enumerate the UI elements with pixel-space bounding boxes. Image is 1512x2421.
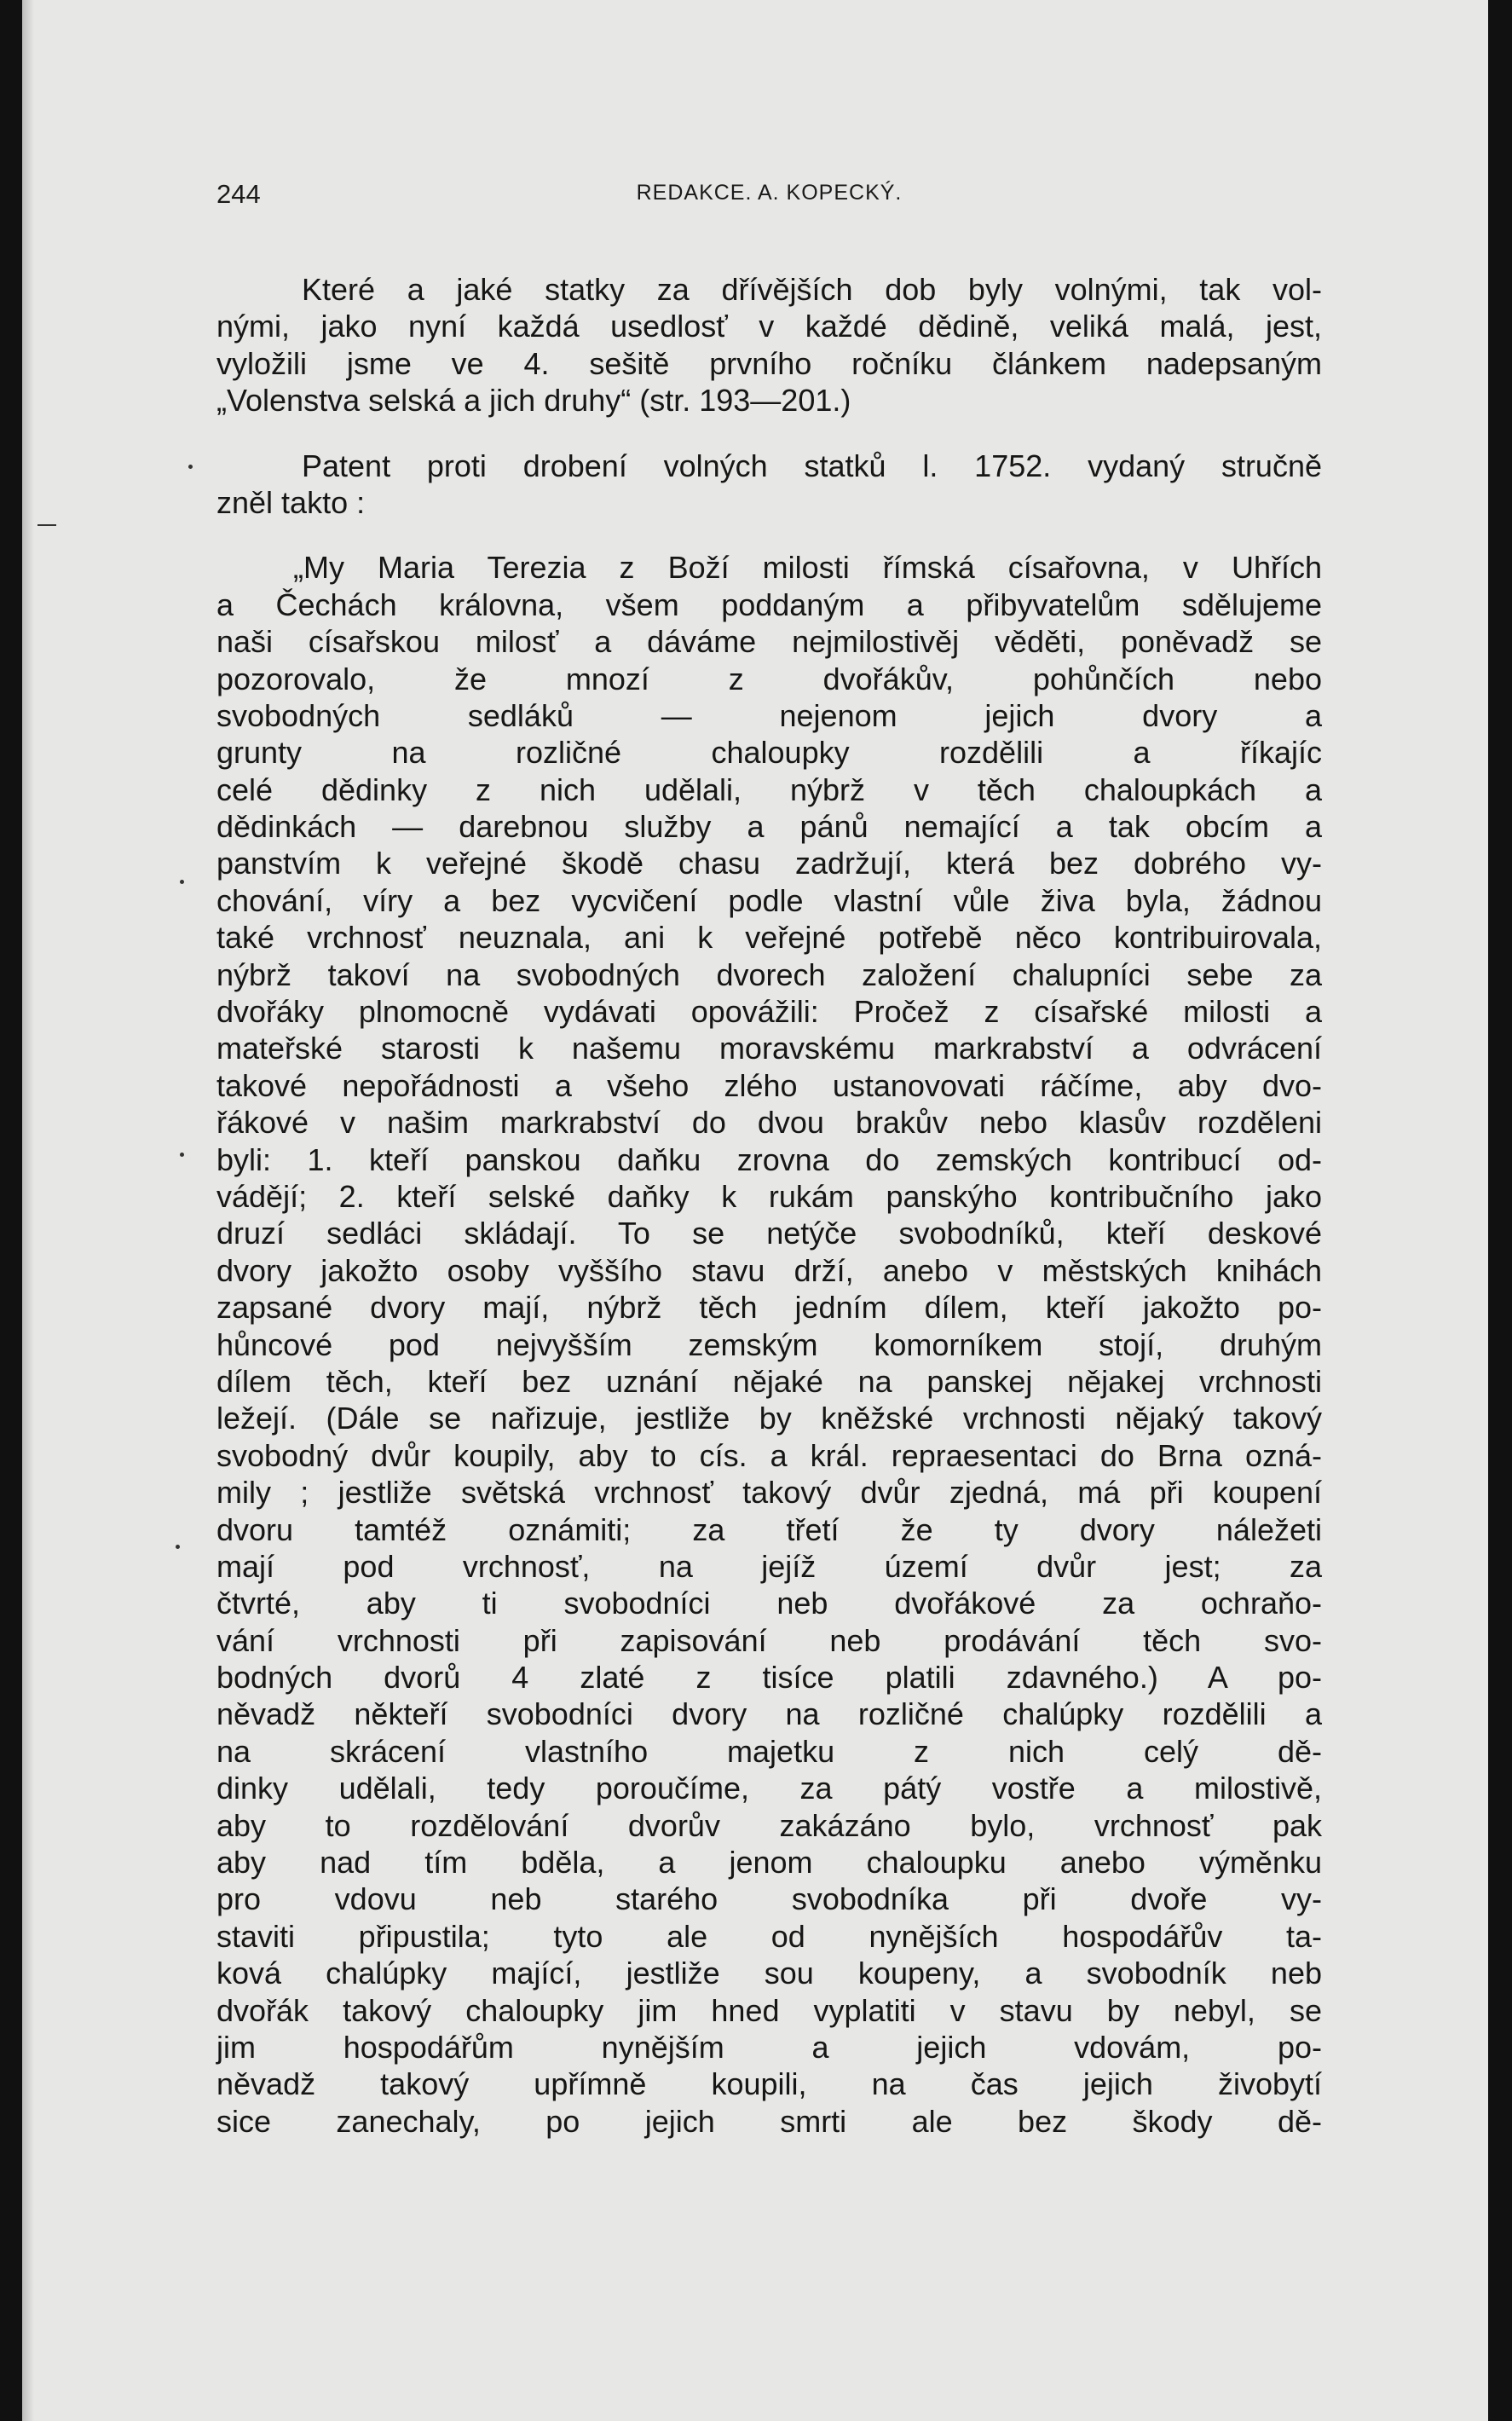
text-line: vádějí; 2. kteří selské daňky k rukám panskýho kontribučního jako	[216, 1178, 1322, 1214]
text-line: aby to rozdělování dvorův zakázáno bylo, vrchnosť pak	[216, 1807, 1322, 1843]
text-line: Které a jaké statky za dřívějších dob byly volnými, tak vol-	[302, 272, 1322, 307]
text-line: také vrchnosť neuznala, ani k veřejné potřebě něco kontribuirovala,	[216, 920, 1322, 956]
text-line: svobodný dvůr koupily, aby to cís. a král. repraesentaci do Brna ozná-	[216, 1437, 1322, 1473]
scan-speck	[38, 524, 56, 526]
scan-speck	[180, 880, 184, 884]
text-line: mají pod vrchnosť, na jejíž území dvůr jest; za	[216, 1548, 1322, 1584]
text-line: jim hospodářům nynějším a jejich vdovám, po-	[216, 2029, 1322, 2065]
text-line: byli: 1. kteří panskou daňku zrovna do zemských kontribucí od-	[216, 1141, 1322, 1177]
text-line: ková chalúpky mající, jestliže sou koupeny, a svobodník neb	[216, 1956, 1322, 1991]
paragraph-gap	[216, 419, 1322, 448]
text-line: mateřské starosti k našemu moravskému markrabství a odvrácení	[216, 1031, 1322, 1066]
page-number: 244	[216, 179, 261, 209]
text-line: staviti připustila; tyto ale od nynějších hospodářův ta-	[216, 1918, 1322, 1954]
text-line: mily ; jestliže světská vrchnosť takový dvůr zjedná, má při koupení	[216, 1475, 1322, 1511]
paragraph-1	[216, 271, 1322, 419]
text-line: Patent proti drobení volných statků l. 1752. vydaný stručně	[302, 448, 1322, 483]
text-line: dvořáky plnomocně vydávati opovážili: Pročež z císařské milosti a	[216, 994, 1322, 1030]
text-line: „My Maria Terezia z Boží milosti římská císařovna, v Uhřích	[293, 550, 1322, 586]
text-line: hůncové pod nejvyšším zemským komorníkem stojí, druhým	[216, 1326, 1322, 1362]
text-line: zapsané dvory mají, nýbrž těch jedním dílem, kteří jakožto po-	[216, 1290, 1322, 1326]
text-line: dinky udělali, tedy poroučíme, za pátý vostře a milostivě,	[216, 1771, 1322, 1806]
page-header	[216, 179, 1322, 217]
paragraph-2	[216, 448, 1322, 522]
text-line: dvoru tamtéž oznámiti; za třetí že ty dvory náležeti	[216, 1511, 1322, 1547]
text-line: nými, jako nyní každá usedlosť v každé dědině, veliká malá, jest,	[216, 309, 1322, 344]
text-line: vyložili jsme ve 4. sešitě prvního ročníku článkem nadepsaným	[216, 345, 1322, 381]
text-line: celé dědinky z nich udělali, nýbrž v těch chaloupkách a	[216, 771, 1322, 807]
text-line: aby nad tím bděla, a jenom chaloupku anebo výměnku	[216, 1845, 1322, 1881]
text-line: zněl takto :	[216, 484, 366, 520]
running-head: REDAKCE. A. KOPECKÝ.	[636, 181, 903, 205]
document-page	[22, 0, 1488, 2421]
text-line: druzí sedláci skládají. To se netýče svobodníků, kteří deskové	[216, 1216, 1322, 1251]
text-line: pro vdovu neb starého svobodníka při dvoře vy-	[216, 1881, 1322, 1917]
text-line: chování, víry a bez vycvičení podle vlastní vůle živa byla, žádnou	[216, 882, 1322, 918]
paragraph-gap	[216, 521, 1322, 549]
text-line: svobodných sedláků — nejenom jejich dvory a	[216, 697, 1322, 733]
text-line: a Čechách královna, všem poddaným a přibyvatelům sdělujeme	[216, 586, 1322, 622]
text-line: dědinkách — darebnou služby a pánů nemající a tak obcím a	[216, 809, 1322, 845]
text-line: dílem těch, kteří bez uznání nějaké na panskej nějakej vrchnosti	[216, 1363, 1322, 1399]
scan-speck	[188, 465, 193, 469]
text-line: dvořák takový chaloupky jim hned vyplatiti v stavu by nebyl, se	[216, 1992, 1322, 2028]
scan-speck	[180, 1153, 184, 1157]
text-line: nýbrž takoví na svobodných dvorech založení chalupníci sebe za	[216, 956, 1322, 992]
text-line: naši císařskou milosť a dáváme nejmilostivěj věděti, poněvadž se	[216, 624, 1322, 660]
text-line: bodných dvorů 4 zlaté z tisíce platili zdavného.) A po-	[216, 1660, 1322, 1696]
text-line: grunty na rozličné chaloupky rozdělili a říkajíc	[216, 735, 1322, 771]
text-line: čtvrté, aby ti svobodníci neb dvořákové za ochraňo-	[216, 1586, 1322, 1621]
text-line: pozorovalo, že mnozí z dvořákův, pohůnčích nebo	[216, 661, 1322, 696]
text-line: něvadž někteří svobodníci dvory na rozličné chalúpky rozdělili a	[216, 1696, 1322, 1732]
text-line: něvadž takový upřímně koupili, na čas jejich živobytí	[216, 2066, 1322, 2102]
text-line: ležejí. (Dále se nařizuje, jestliže by kněžské vrchnosti nějaký takový	[216, 1401, 1322, 1436]
text-line: sice zanechaly, po jejich smrti ale bez škody dě-	[216, 2103, 1322, 2139]
text-line: vání vrchnosti při zapisování neb prodávání těch svo-	[216, 1622, 1322, 1658]
text-line: na skrácení vlastního majetku z nich celý dě-	[216, 1733, 1322, 1769]
text-line: „Volenstva selská a jich druhy“ (str. 193—201.)	[216, 383, 851, 419]
text-line: řákové v našim markrabství do dvou brakův nebo klasův rozděleni	[216, 1105, 1322, 1141]
text-line: takové nepořádnosti a všeho zlého ustanovovati ráčíme, aby dvo-	[216, 1067, 1322, 1103]
text-line: panstvím k veřejné škodě chasu zadržují, která bez dobrého vy-	[216, 846, 1322, 881]
paragraph-3-patent-quote	[216, 549, 1322, 2140]
text-line: dvory jakožto osoby vyššího stavu drží, anebo v městských knihách	[216, 1252, 1322, 1288]
body-text	[216, 271, 1322, 2140]
scan-speck	[176, 1545, 180, 1549]
